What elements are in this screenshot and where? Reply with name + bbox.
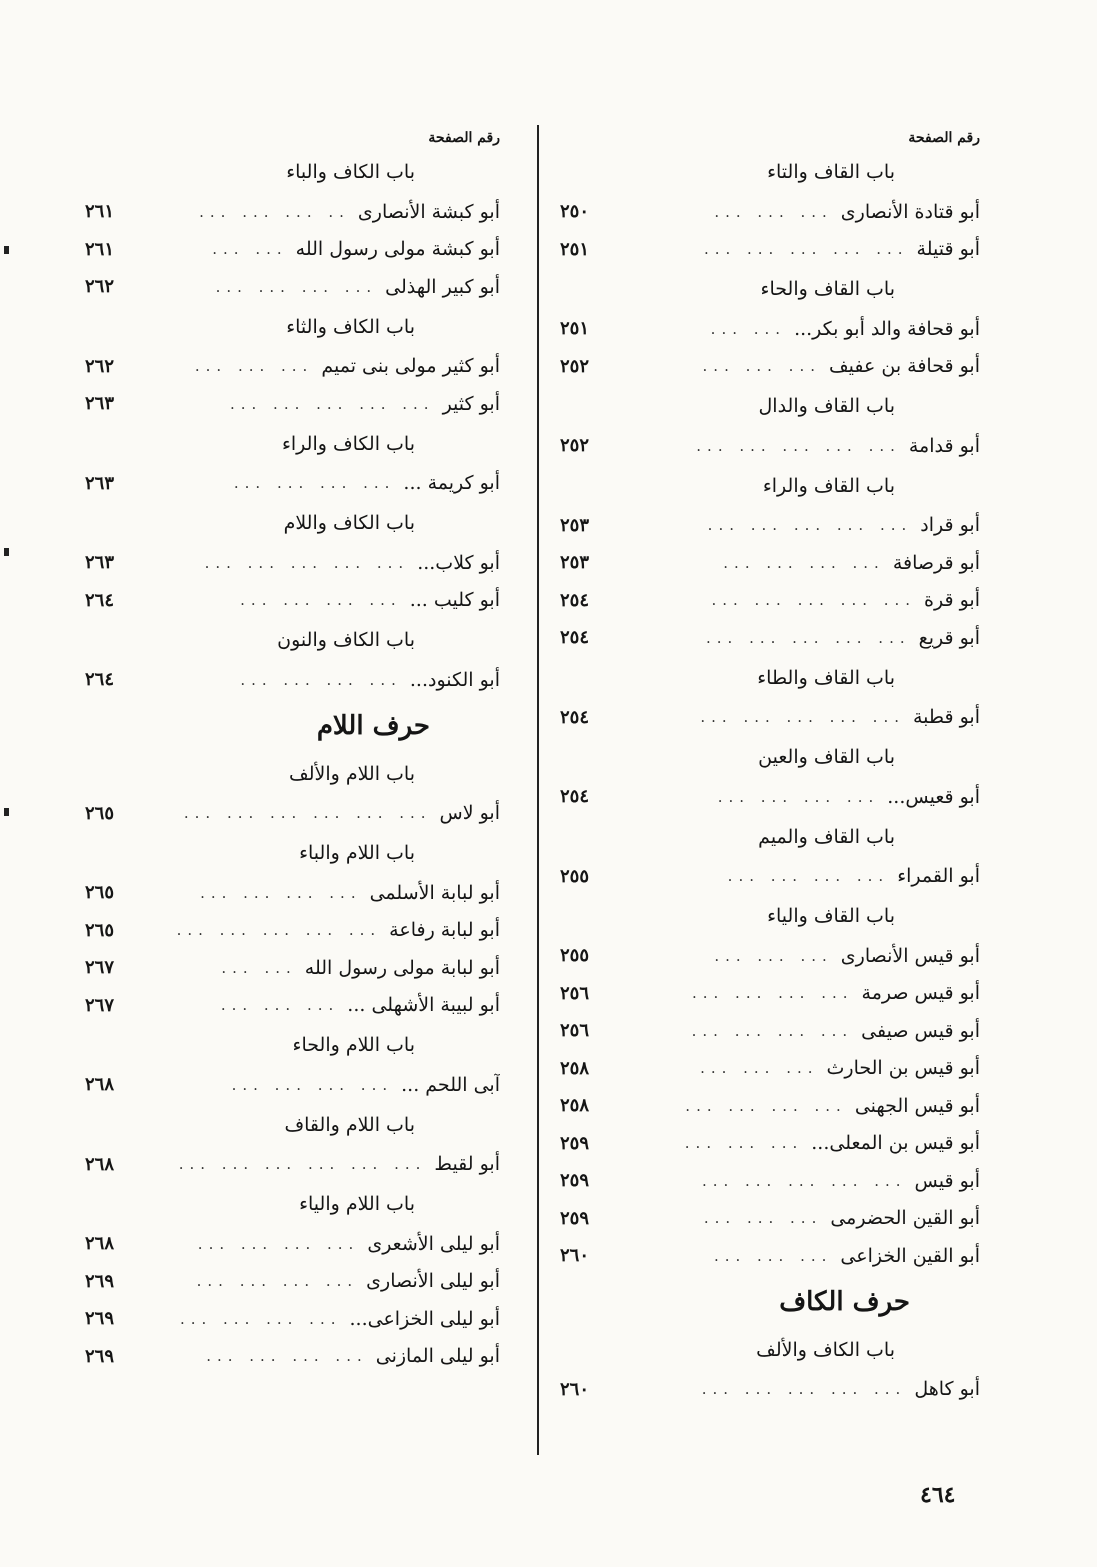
section-heading-text: باب القاف والحاء [760, 278, 895, 300]
dot-leader: ... ... ... ... ... [707, 516, 913, 535]
section-heading-text: باب القاف والياء [767, 905, 895, 927]
section-heading-text: باب اللام والحاء [292, 1034, 415, 1056]
dot-leader: ... ... ... ... [197, 1234, 360, 1253]
dot-leader: ... ... ... ... ... [711, 591, 917, 610]
index-entry [85, 661, 500, 699]
entry-name: أبو قحافة والد أبو بكر... [794, 317, 980, 340]
index-entry [85, 385, 500, 423]
dot-leader: ... ... ... ... ... [229, 394, 435, 413]
section-heading-text: باب القاف والتاء [767, 161, 895, 183]
entry-page-number: ٢٦٣ [85, 552, 115, 574]
dot-leader: ... ... ... ... [727, 867, 890, 886]
index-entry [560, 1162, 980, 1200]
entry-name: أبو لقيط [434, 1153, 500, 1176]
letter-heading [560, 1275, 980, 1329]
entry-name: أبو الكنود... [409, 668, 500, 691]
section-heading [560, 268, 980, 310]
index-entry [560, 937, 980, 975]
entry-name: آبى اللحم ... [401, 1073, 500, 1096]
page-number-column-header: رقم الصفحة [908, 130, 980, 146]
entry-page-number: ٢٥٢ [560, 435, 590, 457]
index-entry [85, 1338, 500, 1376]
section-heading-text: باب الكاف والنون [277, 629, 415, 651]
index-entry [560, 427, 980, 465]
dot-leader: ... ... ... ... ... [700, 708, 905, 727]
dot-leader: ... ... ... ... [215, 277, 378, 296]
index-entry [85, 193, 500, 231]
section-heading [85, 832, 500, 874]
entry-name: أبو ليلى الأنصارى [366, 1270, 500, 1293]
entry-name: أبو قريع [918, 626, 980, 649]
section-heading-text: باب اللام والقاف [284, 1113, 415, 1136]
dot-leader: ... ... ... ... [240, 591, 402, 610]
index-entry [560, 619, 980, 657]
dot-leader: ... ... ... ... [179, 1309, 342, 1328]
entry-page-number: ٢٥٨ [560, 1057, 590, 1079]
entry-page-number: ٢٥٣ [560, 552, 590, 574]
entry-page-number: ٢٦١ [85, 238, 115, 260]
entry-name: أبو لبيبة الأشهلى ... [347, 994, 500, 1017]
index-list [85, 151, 500, 1375]
entry-page-number: ٢٦٠ [560, 1378, 590, 1400]
dot-leader: ... ... ... ... [196, 1272, 359, 1291]
dot-leader: ... ... [221, 958, 297, 977]
index-entry [560, 975, 980, 1013]
entry-name: أبو لاس [439, 802, 500, 825]
dot-leader: ... ... ... [684, 1134, 804, 1153]
column-divider [537, 125, 539, 1455]
entry-name: أبو لبابة الأسلمى [369, 881, 500, 904]
entry-page-number: ٢٥٤ [560, 786, 590, 808]
margin-mark [4, 808, 9, 816]
index-entry [560, 507, 980, 545]
entry-page-number: ٢٦٥ [85, 919, 115, 941]
section-heading-text: باب الكاف والألف [756, 1338, 895, 1361]
entry-page-number: ٢٥٥ [560, 945, 590, 967]
dot-leader: ... ... ... ... ... [706, 628, 911, 647]
entry-name: أبو ليلى الخزاعى... [349, 1307, 500, 1330]
index-entry [85, 987, 500, 1025]
entry-page-number: ٢٦٩ [85, 1270, 115, 1292]
index-entry [85, 1300, 500, 1338]
entry-name: أبو ليلى المازنى [375, 1345, 500, 1368]
index-entry [85, 795, 500, 833]
index-entry [85, 348, 500, 386]
index-entry [85, 1263, 500, 1301]
dot-leader: ... ... ... ... ... [701, 1380, 907, 1399]
entry-page-number: ٢٥٩ [560, 1170, 590, 1192]
index-entry [85, 231, 500, 269]
entry-page-number: ٢٥٤ [560, 706, 590, 728]
section-heading [560, 816, 980, 858]
entry-name: أبو قيس الأنصارى [840, 944, 980, 967]
index-list [560, 151, 980, 1408]
dot-leader: ... ... ... ... [685, 1096, 847, 1115]
entry-page-number: ٢٦٣ [85, 472, 115, 494]
section-heading [85, 1183, 500, 1225]
dot-leader: ... ... ... [702, 357, 821, 376]
dot-leader: ... ... ... ... [240, 670, 402, 689]
entry-name: أبو قتادة الأنصارى [840, 200, 980, 223]
dot-leader: ... ... ... [714, 946, 833, 965]
entry-name: أبو القمراء [897, 865, 980, 888]
entry-name: أبو قيس الجهنى [854, 1094, 980, 1117]
index-entry [85, 1066, 500, 1104]
dot-leader: ... ... ... ... [206, 1347, 368, 1366]
entry-name: أبو قدامة [908, 434, 980, 457]
section-heading-text: باب اللام والياء [299, 1193, 415, 1215]
section-heading-text: باب القاف والطاء [757, 666, 895, 689]
entry-name: أبو كاهل [914, 1378, 980, 1401]
entry-name: أبو لبابة رفاعة [389, 919, 500, 942]
index-entry [560, 582, 980, 620]
entry-page-number: ٢٥٢ [560, 355, 590, 377]
entry-name: أبو قيس صرمة [861, 982, 980, 1005]
entry-page-number: ٢٦١ [85, 201, 115, 223]
index-entry [560, 1050, 980, 1088]
index-entry [560, 231, 980, 269]
section-heading [85, 1104, 500, 1146]
entry-page-number: ٢٦٢ [85, 355, 115, 377]
index-entry [85, 465, 500, 503]
dot-leader: ... ... ... [703, 1209, 823, 1228]
entry-page-number: ٢٥١ [560, 318, 590, 340]
dot-leader: ... ... ... ... ... [696, 436, 901, 455]
section-heading-text: باب القاف والدال [758, 395, 895, 417]
entry-name: أبو القين الخزاعى [840, 1244, 980, 1267]
entry-name: أبو قراد [920, 514, 980, 537]
section-heading [560, 657, 980, 699]
entry-name: أبو قرة [924, 589, 980, 612]
dot-leader: ... ... ... [714, 202, 833, 221]
entry-name: أبو كليب ... [409, 589, 500, 612]
dot-leader: ... ... ... ... [717, 787, 880, 806]
dot-leader: ... ... ... ... ... [701, 1171, 907, 1190]
entry-page-number: ٢٦٩ [85, 1308, 115, 1330]
dot-leader: ... ... [212, 240, 288, 259]
index-entry [85, 1146, 500, 1184]
entry-page-number: ٢٦٤ [85, 669, 115, 691]
dot-leader: ... ... ... ... ... ... [178, 1155, 427, 1174]
entry-page-number: ٢٦٥ [85, 802, 115, 824]
entry-page-number: ٢٦٧ [85, 994, 115, 1016]
section-heading [560, 465, 980, 507]
dot-leader: ... ... [710, 319, 787, 338]
entry-name: أبو القين الحضرمى [830, 1207, 980, 1230]
entry-page-number: ٢٥٣ [560, 514, 590, 536]
section-heading [85, 1024, 500, 1066]
section-heading [85, 502, 500, 544]
index-entry [560, 544, 980, 582]
index-entry [560, 193, 980, 231]
entry-name: أبو قحافة بن عفيف [828, 355, 980, 378]
dot-leader: .. ... ... ... [199, 202, 350, 221]
entry-page-number: ٢٥٩ [560, 1132, 590, 1154]
dot-leader: ... ... ... ... [233, 474, 396, 493]
entry-name: أبو قعيس... [887, 785, 980, 808]
page-number-column-header: رقم الصفحة [428, 130, 500, 146]
dot-leader: ... ... ... ... ... ... [183, 804, 432, 823]
margin-mark [4, 548, 9, 556]
dot-leader: ... ... ... [194, 357, 314, 376]
section-heading-text: باب الكاف والراء [281, 432, 415, 455]
entry-page-number: ٢٥٥ [560, 865, 590, 887]
letter-heading-text: حرف الكاف [779, 1286, 910, 1317]
entry-name: أبو قيس [914, 1169, 980, 1192]
section-heading [85, 423, 500, 465]
index-entry [560, 1125, 980, 1163]
section-heading-text: باب الكاف والثاء [286, 315, 415, 338]
index-entry [560, 858, 980, 896]
entry-name: أبو كلاب... [417, 551, 500, 574]
section-heading [85, 753, 500, 795]
entry-page-number: ٢٥٦ [560, 982, 590, 1004]
index-entry [560, 1237, 980, 1275]
index-entry [560, 1087, 980, 1125]
entry-name: أبو كبير الهذلى [385, 275, 500, 298]
section-heading [85, 306, 500, 348]
index-column-left [85, 125, 500, 1375]
index-entry [560, 348, 980, 386]
dot-leader: ... ... ... ... [691, 1021, 854, 1040]
page-number: ٤٦٤ [920, 1482, 956, 1508]
index-entry [560, 778, 980, 816]
entry-page-number: ٢٦٧ [85, 957, 115, 979]
entry-page-number: ٢٥٠ [560, 201, 590, 223]
index-entry [85, 582, 500, 620]
entry-page-number: ٢٦٩ [85, 1345, 115, 1367]
entry-name: أبو ليلى الأشعرى [367, 1232, 500, 1255]
dot-leader: ... ... ... ... [200, 883, 362, 902]
section-heading [560, 895, 980, 937]
entry-page-number: ٢٥١ [560, 238, 590, 260]
entry-name: أبو قرصافة [892, 551, 980, 574]
section-heading-text: باب القاف والميم [758, 825, 895, 848]
entry-name: أبو قتيلة [916, 238, 980, 261]
entry-name: أبو كثير مولى بنى تميم [321, 355, 500, 378]
index-entry [560, 1371, 980, 1409]
index-entry [85, 268, 500, 306]
section-heading [560, 385, 980, 427]
entry-name: أبو كبشة الأنصارى [357, 200, 500, 223]
dot-leader: ... ... ... ... [723, 553, 885, 572]
section-heading-text: باب اللام والألف [289, 762, 415, 785]
dot-leader: ... ... ... ... [691, 984, 854, 1003]
section-heading [560, 736, 980, 778]
entry-page-number: ٢٦٤ [85, 589, 115, 611]
entry-page-number: ٢٦٨ [85, 1074, 115, 1096]
entry-page-number: ٢٥٤ [560, 589, 590, 611]
index-entry [85, 544, 500, 582]
entry-name: أبو قيس صيفى [861, 1019, 980, 1042]
index-entry [560, 1012, 980, 1050]
section-heading-text: باب القاف والراء [762, 474, 895, 497]
entry-page-number: ٢٦٢ [85, 276, 115, 298]
entry-page-number: ٢٦٥ [85, 882, 115, 904]
index-entry [85, 1225, 500, 1263]
margin-mark [4, 246, 9, 254]
dot-leader: ... ... ... [713, 1246, 833, 1265]
entry-page-number: ٢٥٤ [560, 627, 590, 649]
index-entry [85, 912, 500, 950]
dot-leader: ... ... ... ... ... [204, 553, 410, 572]
dot-leader: ... ... ... [700, 1059, 819, 1078]
entry-name: أبو كثير [442, 392, 500, 415]
dot-leader: ... ... ... ... ... [703, 240, 909, 259]
entry-name: أبو كبشة مولى رسول الله [295, 238, 500, 261]
index-column-right [560, 125, 980, 1408]
entry-name: أبو قطبة [912, 706, 980, 729]
entry-name: أبو لبابة مولى رسول الله [304, 956, 500, 979]
section-heading-text: باب اللام والباء [299, 842, 415, 864]
letter-heading [85, 699, 500, 753]
dot-leader: ... ... ... ... [231, 1075, 394, 1094]
index-entry [560, 699, 980, 737]
section-heading [85, 619, 500, 661]
entry-page-number: ٢٥٨ [560, 1095, 590, 1117]
index-entry [85, 949, 500, 987]
entry-name: أبو قيس بن الحارث [826, 1057, 980, 1080]
section-heading-text: باب الكاف والباء [286, 161, 415, 183]
dot-leader: ... ... ... ... ... [176, 921, 382, 940]
index-entry [560, 1200, 980, 1238]
index-entry [85, 874, 500, 912]
index-entry [560, 310, 980, 348]
entry-page-number: ٢٥٩ [560, 1207, 590, 1229]
section-heading [560, 1329, 980, 1371]
entry-name: أبو كريمة ... [403, 472, 500, 495]
section-heading-text: باب الكاف واللام [283, 512, 415, 534]
section-heading-text: باب القاف والعين [758, 746, 895, 768]
entry-page-number: ٢٥٦ [560, 1020, 590, 1042]
entry-page-number: ٢٦٣ [85, 393, 115, 415]
entry-name: أبو قيس بن المعلى... [811, 1132, 980, 1155]
entry-page-number: ٢٦٨ [85, 1153, 115, 1175]
entry-page-number: ٢٦٠ [560, 1245, 590, 1267]
section-heading [560, 151, 980, 193]
section-heading [85, 151, 500, 193]
letter-heading-text: حرف اللام [316, 710, 430, 741]
entry-page-number: ٢٦٨ [85, 1233, 115, 1255]
dot-leader: ... ... ... [220, 996, 340, 1015]
